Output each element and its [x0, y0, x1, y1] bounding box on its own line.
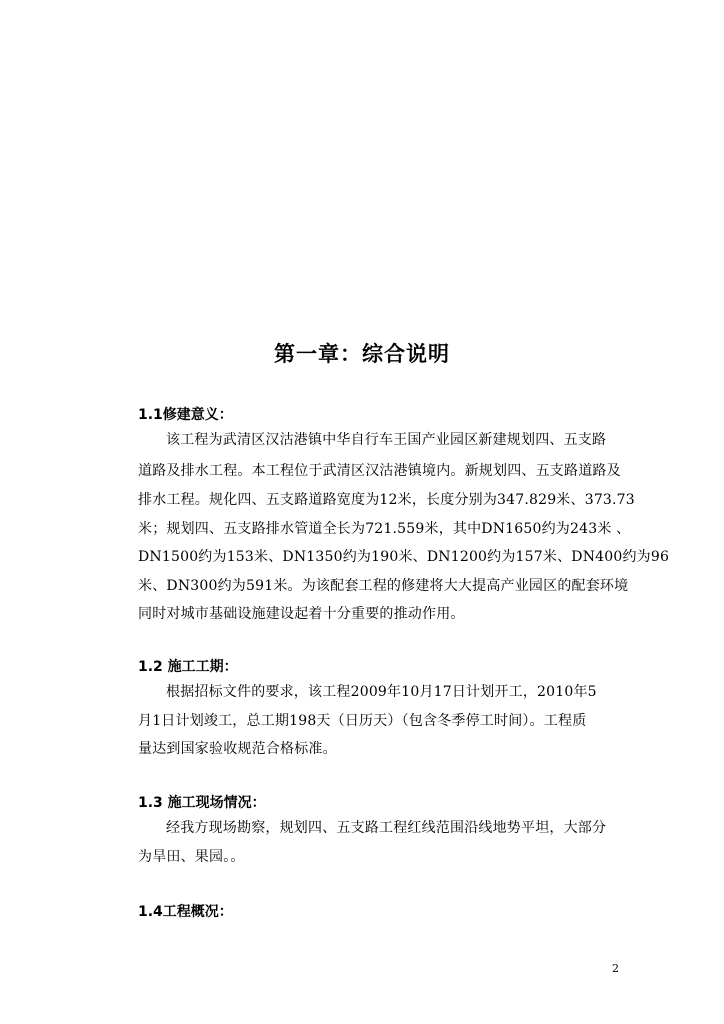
paragraph-line: 为旱田、果园。。 — [138, 849, 245, 865]
paragraph-line: 该工程为武清区汉沽港镇中华自行车王国产业园区新建规划四、五支路 — [166, 432, 607, 448]
section-heading-1-1: 1.1修建意义： — [138, 407, 233, 423]
paragraph-line: 同时对城市基础设施建设起着十分重要的推动作用。 — [138, 606, 465, 622]
paragraph-line: 米；规划四、五支路排水管道全长为721.559米，其中DN1650约为243米 、 — [138, 521, 631, 537]
paragraph-line: 排水工程。规化四、五支路道路宽度为12米，长度分别为347.829米、373.73 — [138, 492, 635, 508]
page-number: 2 — [612, 962, 619, 975]
section-heading-1-4: 1.4工程概况： — [138, 904, 233, 920]
section-heading-1-2: 1.2 施工工期： — [138, 659, 238, 675]
paragraph-line: DN1500约为153米、DN1350约为190米、DN1200约为157米、DN400约为96 — [138, 549, 670, 565]
paragraph-line: 月1日计划竣工，总工期198天（日历天）（包含冬季停工时间）。工程质 — [138, 713, 587, 729]
paragraph-line: 根据招标文件的要求，该工程2009年10月17日计划开工，2010年5 — [166, 684, 597, 700]
paragraph-line: 米、DN300约为591米。为该配套工程的修建将大大提高产业园区的配套环境 — [138, 578, 629, 594]
paragraph-line: 量达到国家验收规范合格标准。 — [138, 741, 337, 757]
paragraph-line: 道路及排水工程。本工程位于武清区汉沽港镇境内。新规划四、五支路道路及 — [138, 463, 621, 479]
paragraph-line: 经我方现场勘察，规划四、五支路工程红线范围沿线地势平坦，大部分 — [166, 820, 607, 836]
section-heading-1-3: 1.3 施工现场情况： — [138, 795, 266, 811]
chapter-title: 第一章：综合说明 — [274, 342, 450, 366]
